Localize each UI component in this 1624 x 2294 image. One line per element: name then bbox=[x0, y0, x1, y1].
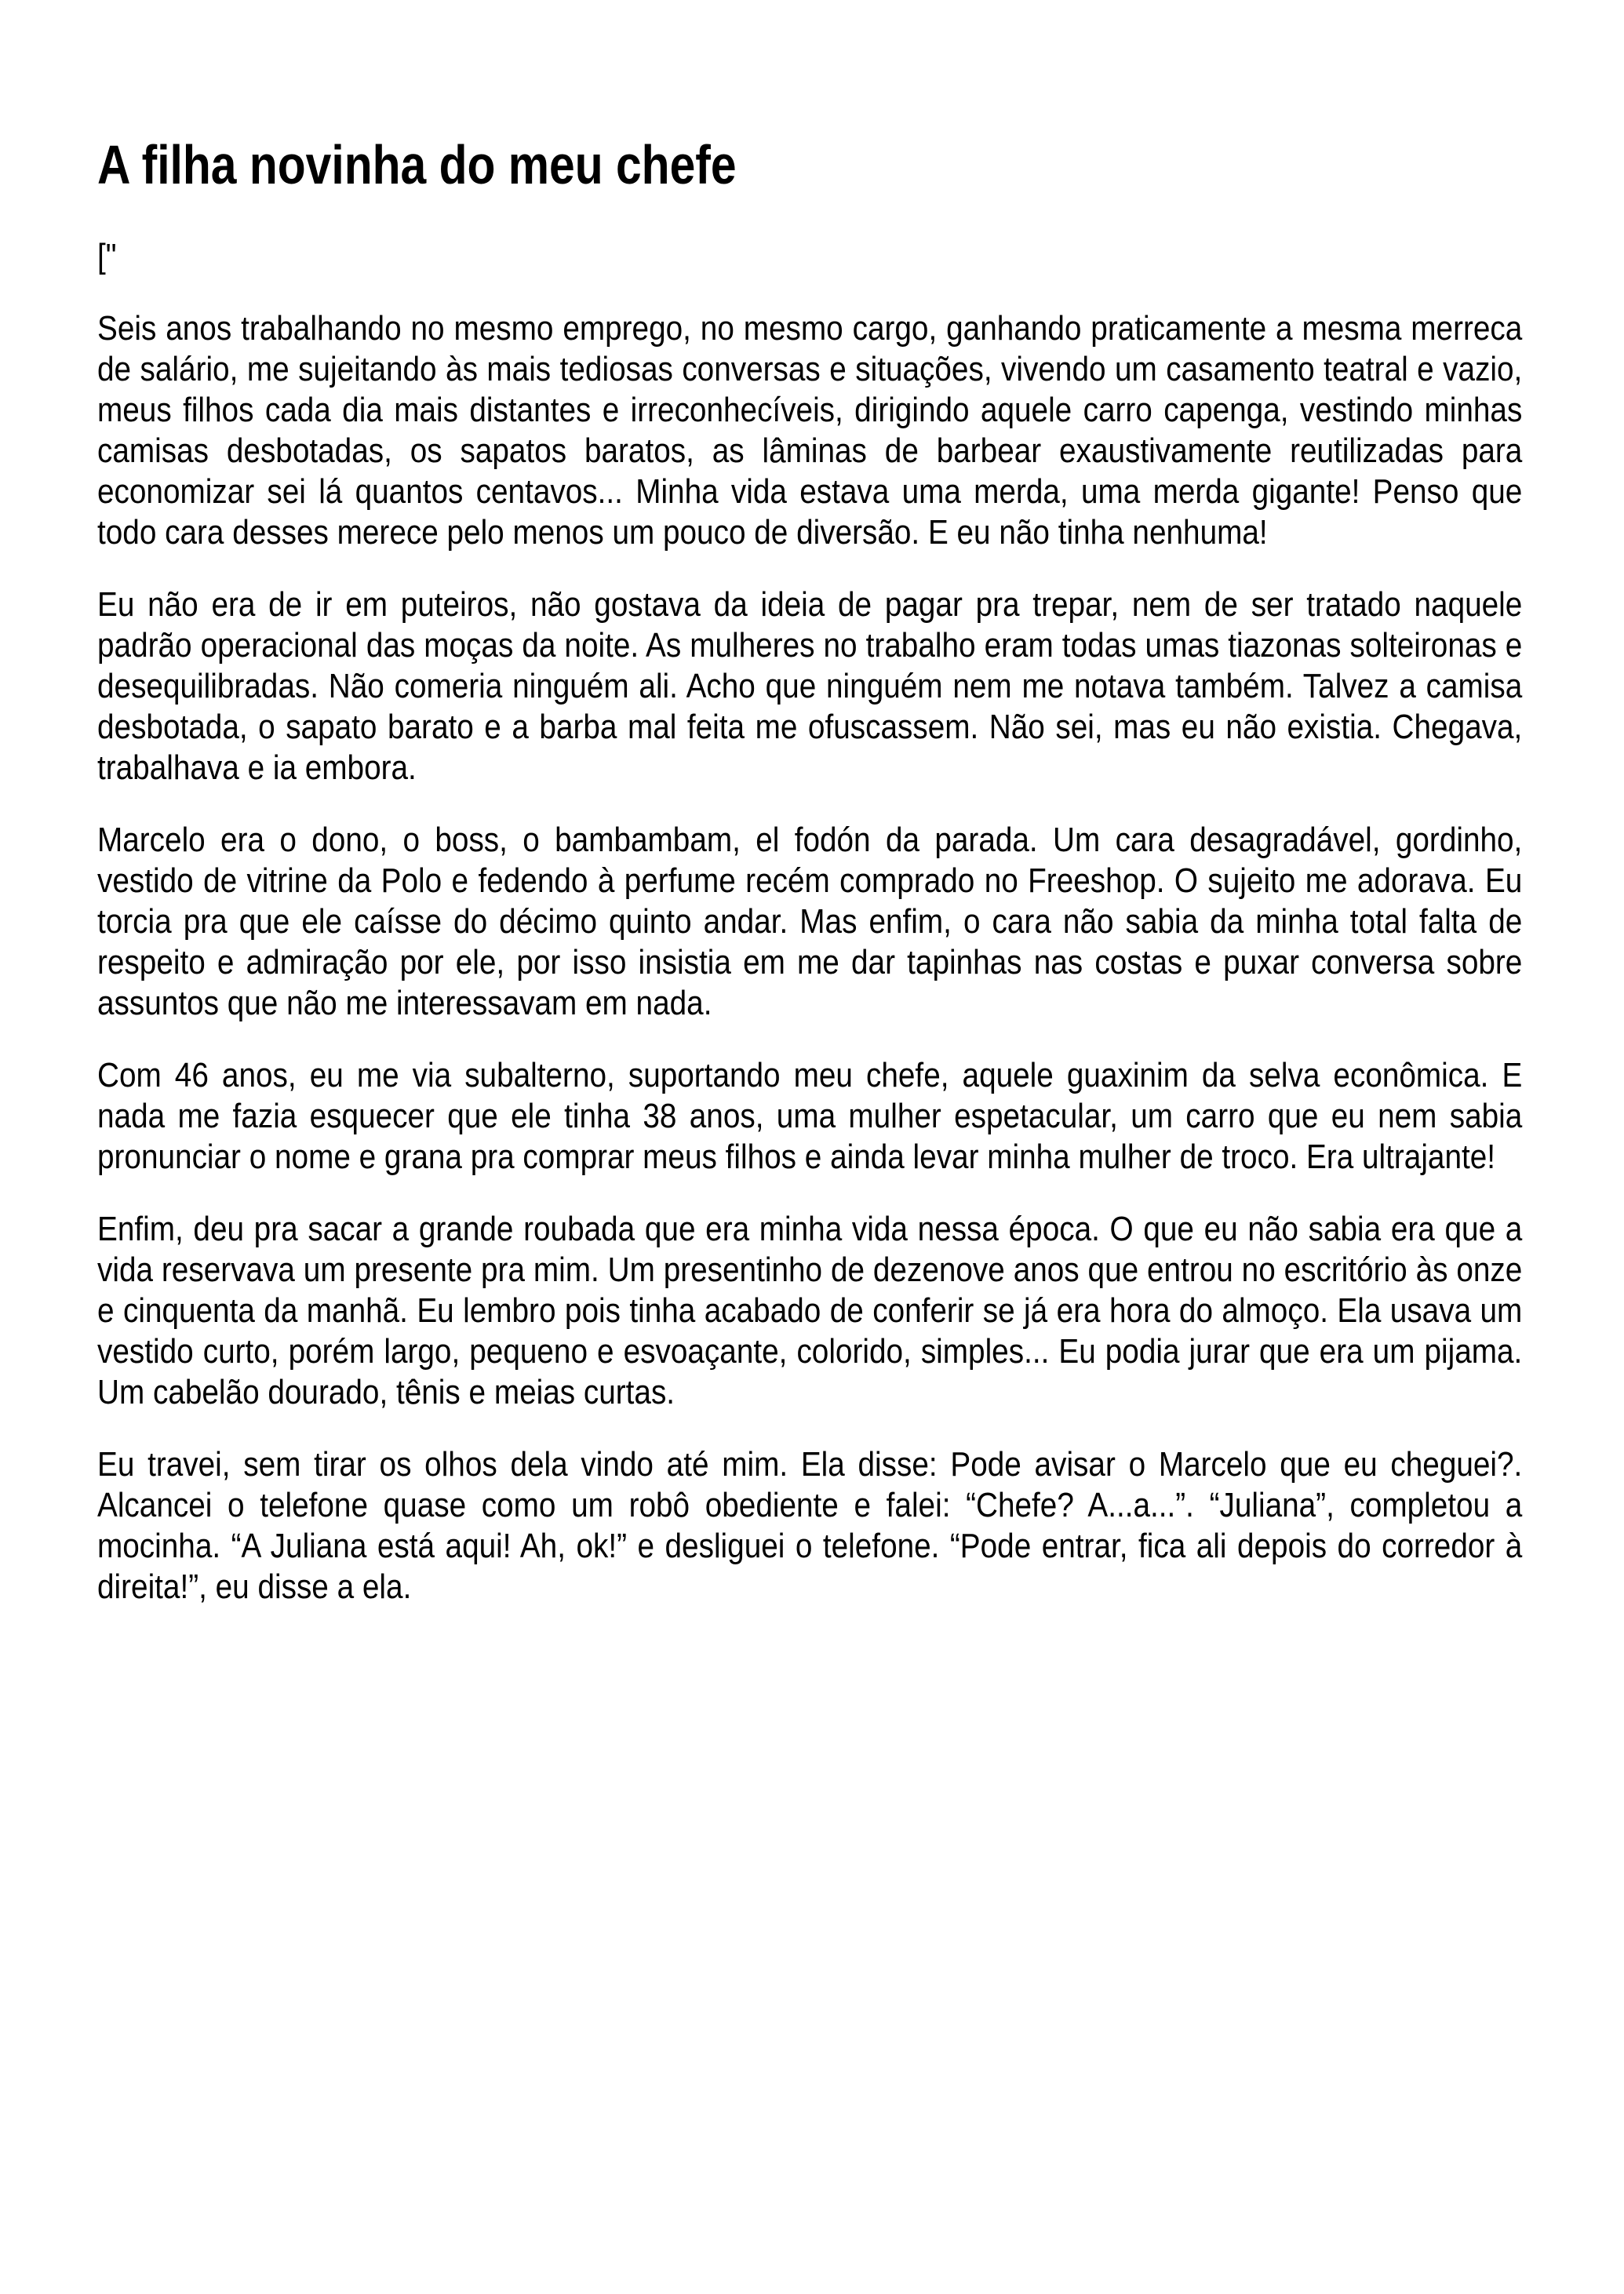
story-paragraph-2: Eu não era de ir em puteiros, não gostava da ideia de pagar pra trepar, nem de ser tratado naquele padrão operacional das moças da noite. As mulheres no trabalho eram todas umas tiazonas solteironas e desequilibradas. Não comeria ninguém ali. Acho que ninguém nem me notava também. Talvez a camisa desbotada, o sapato barato e a barba mal feita me ofuscassem. Não sei, mas eu não existia. Chegava, trabalhava e ia embora. bbox=[97, 585, 1523, 787]
story-paragraph-3: Marcelo era o dono, o boss, o bambambam, el fodón da parada. Um cara desagradável, gordinho, vestido de vitrine da Polo e fedendo à perfume recém comprado no Freeshop. O sujeito me adorava. Eu torcia pra que ele caísse do décimo quinto andar. Mas enfim, o cara não sabia da minha total falta de respeito e admiração por ele, por isso insistia em me dar tapinhas nas costas e puxar conversa sobre assuntos que não me interessavam em nada. bbox=[97, 821, 1523, 1022]
page-title: A filha novinha do meu chefe bbox=[97, 134, 737, 195]
story-paragraph-6: Eu travei, sem tirar os olhos dela vindo até mim. Ela disse: Pode avisar o Marcelo que eu cheguei?. Alcancei o telefone quase como um robô obediente e falei: “Chefe? A...a...”. “Juliana”, completou a mocinha. “A Juliana está aqui! Ah, ok!” e desliguei o telefone. “Pode entrar, fica ali depois do corredor à direita!”, eu disse a ela. bbox=[97, 1445, 1523, 1606]
story-paragraph-4: Com 46 anos, eu me via subalterno, suportando meu chefe, aquele guaxinim da selva econômica. E nada me fazia esquecer que ele tinha 38 anos, uma mulher espetacular, um carro que eu nem sabia pronunciar o nome e grana pra comprar meus filhos e ainda levar minha mulher de troco. Era ultrajante! bbox=[97, 1056, 1523, 1176]
json-artifact-text: [" bbox=[97, 237, 117, 275]
story-paragraph-5: Enfim, deu pra sacar a grande roubada que era minha vida nessa época. O que eu não sabia era que a vida reservava um presente pra mim. Um presentinho de dezenove anos que entrou no escritório às onze e cinquenta da manhã. Eu lembro pois tinha acabado de conferir se já era hora do almoço. Ela usava um vestido curto, porém largo, pequeno e esvoaçante, colorido, simples... Eu podia jurar que era um pijama. Um cabelão dourado, tênis e meias curtas. bbox=[97, 1210, 1523, 1411]
story-body bbox=[97, 236, 1522, 1608]
story-paragraph-1: Seis anos trabalhando no mesmo emprego, no mesmo cargo, ganhando praticamente a mesma merreca de salário, me sujeitando às mais tediosas conversas e situações, vivendo um casamento teatral e vazio, meus filhos cada dia mais distantes e irreconhecíveis, dirigindo aquele carro capenga, vestindo minhas camisas desbotadas, os sapatos baratos, as lâminas de barbear exaustivamente reutilizadas para economizar sei lá quantos centavos... Minha vida estava uma merda, uma merda gigante! Penso que todo cara desses merece pelo menos um pouco de diversão. E eu não tinha nenhuma! bbox=[97, 309, 1523, 552]
